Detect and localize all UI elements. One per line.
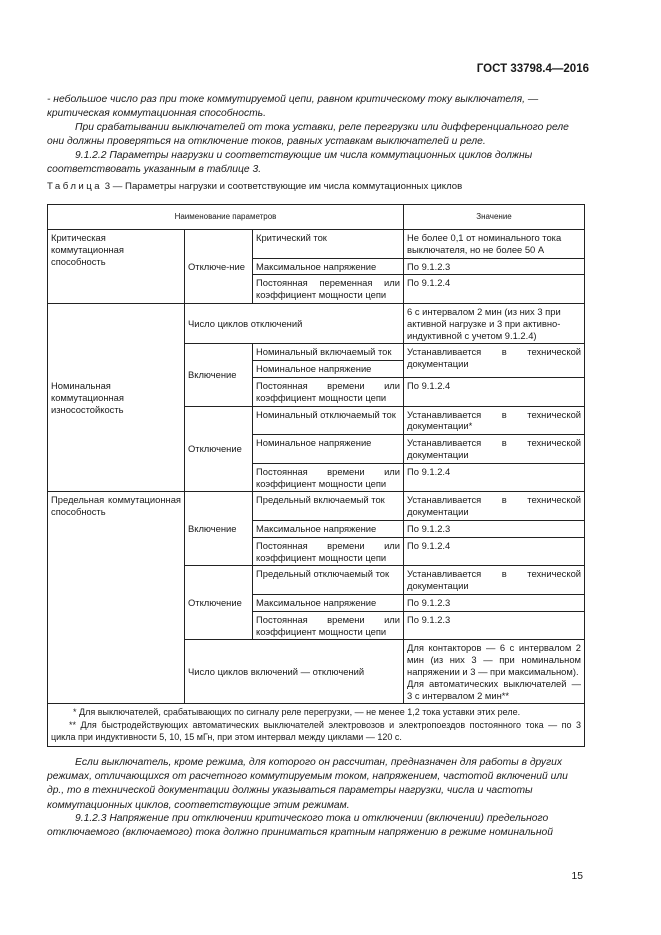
- nominal-break-current-value: Устанавливается в технической документации*: [404, 406, 585, 435]
- limit-make-current-value: Устанавливается в технической документации: [404, 492, 585, 521]
- parameters-table: [47, 204, 585, 747]
- document-number: ГОСТ 33798.4—2016: [476, 63, 589, 75]
- table-caption: [47, 181, 462, 192]
- nominal-cycles-off-label: Число циклов отключений: [185, 303, 404, 343]
- nominal-make-tc-label: Постоянная времени или коэффициент мощности цепи: [253, 377, 404, 406]
- after-paragraph-1: Если выключатель, кроме режима, для которого он рассчитан, предназначен для работы в других режимах, отличающихся от расчетного коммутируемым током, напряжением, частотой включений или др., то в технической документации должны указываться параметры нагрузки, числа и частоты коммутационных циклов, соответствующие этим режимам.: [47, 757, 568, 811]
- limit-make-voltage-label: Максимальное напряжение: [253, 520, 404, 537]
- nominal-break-current-label: Номинальный отключаемый ток: [253, 406, 404, 435]
- limit-break-group-label: Отключение: [185, 566, 253, 640]
- limit-break-tc-label: Постоянная времени или коэффициент мощности цепи: [253, 611, 404, 640]
- nominal-break-group-label: Отключение: [185, 406, 253, 492]
- limit-break-voltage-value: По 9.1.2.3: [404, 594, 585, 611]
- critical-max-voltage-value: По 9.1.2.3: [404, 258, 585, 275]
- limit-make-voltage-value: По 9.1.2.3: [404, 520, 585, 537]
- nominal-cycles-off-value: 6 с интервалом 2 мин (из них 3 при активной нагрузке и 3 при активно-индуктивной с учетом 9.1.2.4): [404, 303, 585, 343]
- limit-cycles-value-breakers: Для автоматических выключателей — 3 с интервалом 2 мин**: [407, 677, 582, 701]
- nominal-make-current-value: Устанавливается в технической документации: [404, 344, 585, 378]
- limit-make-group-label: Включение: [185, 492, 253, 566]
- limit-cycles-label: Число циклов включений — отключений: [185, 640, 404, 704]
- limit-break-voltage-label: Максимальное напряжение: [253, 594, 404, 611]
- limit-break-current-value: Устанавливается в технической документации: [404, 566, 585, 595]
- critical-off-label: Отключе-ние: [185, 230, 253, 304]
- limit-cycles-value-contactors: Для контакторов — 6 с интервалом 2 мин (из них 3 — при номинальном напряжении и 3 — при максимальном).: [407, 642, 582, 677]
- limit-capacity-label: Предельная коммутационная способность: [48, 492, 185, 704]
- limit-make-tc-label: Постоянная времени или коэффициент мощности цепи: [253, 537, 404, 566]
- nominal-endurance-label: Номинальная коммутационная износостойкость: [48, 303, 185, 491]
- intro-paragraph-1: - небольшое число раз при токе коммутируемой цепи, равном критическому току выключателя, — критическая коммутационная способность.: [47, 94, 539, 120]
- after-paragraph-2: 9.1.2.3 Напряжение при отключении критического тока и отключении (включении) предельного отключаемого (включаемого) тока должно приниматься кратным напряжению в режиме номинальной: [47, 813, 553, 839]
- nominal-break-tc-label: Постоянная времени или коэффициент мощности цепи: [253, 463, 404, 492]
- limit-break-current-label: Предельный отключаемый ток: [253, 566, 404, 595]
- nominal-make-tc-value: По 9.1.2.4: [404, 377, 585, 406]
- critical-max-voltage-label: Максимальное напряжение: [253, 258, 404, 275]
- limit-make-tc-value: По 9.1.2.4: [404, 537, 585, 566]
- header-parameters: Наименование параметров: [48, 205, 404, 230]
- table-caption-label: Таблица: [47, 181, 103, 192]
- table-caption-text: 3 — Параметры нагрузки и соответствующие им числа коммутационных циклов: [102, 181, 463, 192]
- nominal-break-voltage-label: Номинальное напряжение: [253, 435, 404, 464]
- nominal-break-tc-value: По 9.1.2.4: [404, 463, 585, 492]
- limit-break-tc-value: По 9.1.2.3: [404, 611, 585, 640]
- critical-current-label: Критический ток: [253, 230, 404, 259]
- table-note-2: ** Для быстродействующих автоматических выключателей электровозов и электропоездов постоянного тока — по 3 цикла при индуктивности 5, 10, 15 мГн, при этом интервал между циклами — 120 с.: [51, 719, 582, 743]
- header-value: Значение: [404, 205, 585, 230]
- limit-cycles-value: [404, 640, 585, 704]
- critical-capacity-label: Критическая коммутационная способность: [48, 230, 185, 304]
- nominal-make-group-label: Включение: [185, 344, 253, 406]
- critical-pf-value: По 9.1.2.4: [404, 275, 585, 304]
- nominal-make-voltage-label: Номинальное напряжение: [253, 361, 404, 378]
- page-number: 15: [571, 871, 583, 882]
- critical-pf-label: Постоянная переменная или коэффициент мощности цепи: [253, 275, 404, 304]
- table-notes: [48, 704, 585, 747]
- nominal-break-voltage-value: Устанавливается в технической документации: [404, 435, 585, 464]
- critical-current-value: Не более 0,1 от номинального тока выключателя, но не более 50 А: [404, 230, 585, 259]
- nominal-make-current-label: Номинальный включаемый ток: [253, 344, 404, 361]
- intro-paragraph-2: При срабатывании выключателей от тока уставки, реле перегрузки или дифференциального реле они должны проверяться на отключение токов, равных уставкам выключателей и реле.: [47, 122, 569, 148]
- limit-make-current-label: Предельный включаемый ток: [253, 492, 404, 521]
- intro-paragraph-3: 9.1.2.2 Параметры нагрузки и соответствующие им числа коммутационных циклов должны соответствовать указанным в таблице 3.: [47, 150, 533, 176]
- table-note-1: * Для выключателей, срабатывающих по сигналу реле перегрузки, — не менее 1,2 тока уставки этих реле.: [73, 707, 521, 718]
